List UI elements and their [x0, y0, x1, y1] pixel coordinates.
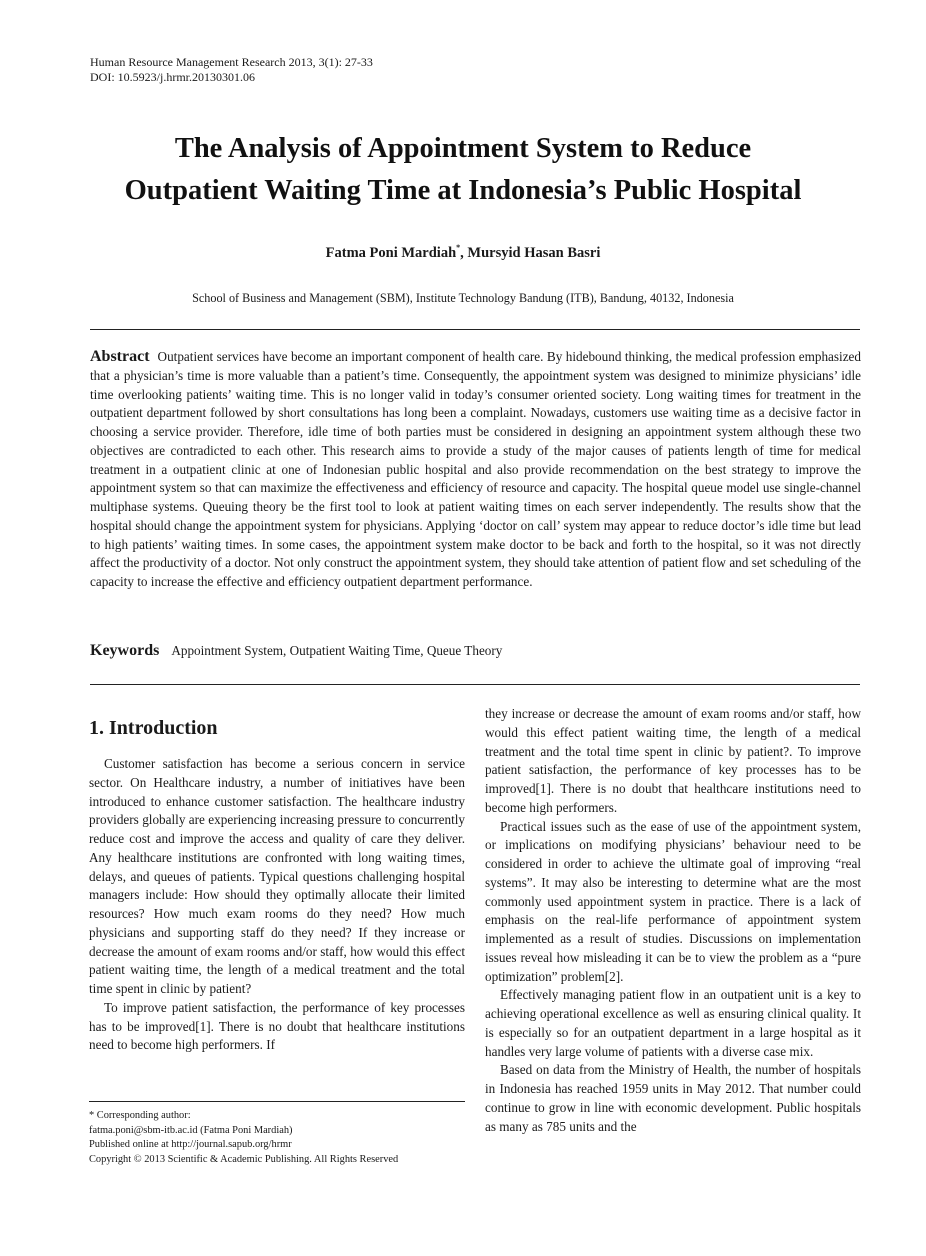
- section-heading-introduction: 1. Introduction: [89, 717, 218, 739]
- intro-paragraph-3: Practical issues such as the ease of use of the appointment system, or implications on modifying physicians’ behaviour need to be considered in order to achieve the ultimate goal of improving “real systems”. It may also be interesting to determine what are the most commonly used appointment system in practice. There is a lack of emphasis on the real-life performance of appointment system implemented as a result of studies. Discussions on implementation issues reveal how misleading it can be to view the problem as a “pure optimization” problem[2].: [485, 818, 861, 984]
- keywords-heading: Keywords: [90, 642, 160, 659]
- corresponding-author-email: fatma.poni@sbm-itb.ac.id (Fatma Poni Mardiah): [89, 1124, 293, 1136]
- footnotes: [89, 1109, 465, 1167]
- corresponding-mark: *: [456, 243, 461, 252]
- affiliation: School of Business and Management (SBM), Institute Technology Bandung (ITB), Bandung, 40132, Indonesia: [192, 291, 734, 305]
- doi: DOI: 10.5923/j.hrmr.20130301.06: [90, 70, 255, 84]
- abstract-heading: Abstract: [90, 348, 150, 365]
- intro-paragraph-4: Effectively managing patient flow in an outpatient unit is a key to achieving operational excellence as well as ensuring clinical quality. It is especially so for an outpatient department in a large hospital as it handles very large volume of patients with a diverse case mix.: [485, 987, 861, 1059]
- right-column: [485, 705, 861, 1136]
- abstract-block: [90, 348, 861, 592]
- title-line-2: Outpatient Waiting Time at Indonesia’s Public Hospital: [124, 175, 802, 206]
- corresponding-author-label: * Corresponding author:: [89, 1110, 191, 1121]
- intro-paragraph-2: To improve patient satisfaction, the performance of key processes has to be improved[1]. There is no doubt that healthcare institutions need to become high performers. If: [89, 999, 465, 1053]
- keywords-block: [90, 641, 861, 661]
- keywords-text: Appointment System, Outpatient Waiting Time, Queue Theory: [171, 643, 503, 658]
- author-list: [0, 243, 926, 262]
- author-separator: ,: [460, 245, 468, 261]
- abstract-text: Outpatient services have become an important component of health care. By hidebound thinking, the medical profession emphasized that a physician’s time is more valuable than a patient’s time. Consequently, the appointment system was designed to minimize physicians’ idle time overlooking patients’ waiting time. This is no longer valid in today’s consumer oriented society. Long waiting times for treatment in the outpatient department followed by short consultations has long been a complaint. Nowadays, customers use waiting time as a decisive factor in choosing a service provider. Therefore, idle time of both parties must be considered in designing an appointment system although these two objectives are contradicted to each other. This research aims to provide a study of the major causes of patients length of time for medical treatment in a outpatient clinic at one of Indonesian public hospital and also provide recommendation on the best strategy to improve the appointment system so that can maximize the effectiveness and efficiency of resource and capacity. The hospital queue model use single-channel multiphase systems. Queuing theory be the first tool to look at patient waiting times on each server independently. The results show that the hospital should change the appointment system for physicians. Applying ‘doctor on call’ system may appear to reduce doctor’s idle time but lead to high patients’ waiting times. In some cases, the appointment system make doctor to be back and forth to the hospital, so it was not directly affect the productivity of a doctor. Not only construct the appointment system, they should take attention of patient flow and set scheduling of the capacity to increase the effective and efficiency outpatient department performance.: [90, 349, 861, 589]
- bottom-divider: [90, 684, 860, 685]
- journal-header: [90, 55, 373, 85]
- footnote-divider: [89, 1101, 465, 1102]
- intro-paragraph-5: Based on data from the Ministry of Health, the number of hospitals in Indonesia has reached 1959 units in May 2012. That number could continue to grow in line with economic development. Public hospitals as many as 785 units and the: [485, 1062, 861, 1134]
- title-line-1: The Analysis of Appointment System to Reduce: [174, 133, 752, 164]
- left-column: [89, 755, 465, 1055]
- author-1: Fatma Poni Mardiah: [325, 245, 457, 261]
- top-divider: [90, 329, 860, 330]
- copyright-notice: Copyright © 2013 Scientific & Academic Publishing. All Rights Reserved: [89, 1153, 399, 1165]
- intro-continuation: they increase or decrease the amount of exam rooms and/or staff, how would this effect patient waiting time, the length of a medical treatment and the total time spent in clinic by patient?. To improve patient satisfaction, the performance of key processes has to be improved[1]. There is no doubt that healthcare institutions need to become high performers.: [485, 706, 861, 815]
- journal-citation: Human Resource Management Research 2013, 3(1): 27-33: [90, 55, 373, 69]
- published-online: Published online at http://journal.sapub.org/hrmr: [89, 1139, 292, 1150]
- paper-title: [60, 128, 866, 212]
- author-2: Mursyid Hasan Basri: [467, 245, 601, 261]
- intro-paragraph-1: Customer satisfaction has become a serious concern in service sector. On Healthcare industry, a number of initiatives have been introduced to enhance customer satisfaction. The healthcare industry providers globally are experiencing increasing pressure to concurrently reduce cost and improve the access and quality of care they deliver. Any healthcare institutions are confronted with long waiting times, delays, and queues of patients. Typical questions challenging hospital managers include: How should they optimally allocate their limited resources? How much exam rooms do they need? How much physicians and supporting staff do they need? If they increase or decrease the amount of exam rooms and/or staff, how would this effect patient waiting time, the length of a medical treatment and the total time spent in clinic by patient?: [89, 756, 465, 996]
